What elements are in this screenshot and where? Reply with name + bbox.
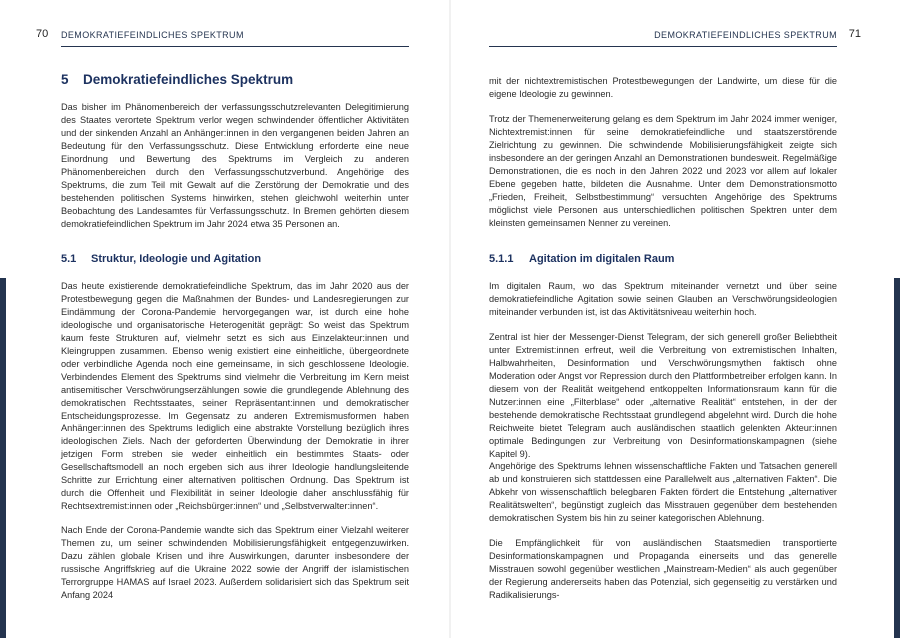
chapter-title-text: Demokratiefeindliches Spektrum	[83, 72, 294, 87]
left-page	[0, 0, 449, 638]
chapter-title	[61, 72, 409, 87]
left-running-title: DEMOKRATIEFEINDLICHES SPEKTRUM	[61, 30, 244, 40]
paragraph: Nach Ende der Corona-Pandemie wandte sich das Spektrum einer Vielzahl weiterer Themen zu, um seiner schwindenden Mobilisierungsfähigkeit entgegenzuwirken. Dazu zählen globale Krisen und ihre Auswirkungen, darunter insbesondere der russische Angriffskrieg auf die Ukraine 2022 sowie der Angriff der islamistischen Terrorgruppe HAMAS auf Israel 2023. Außerdem solidarisiert sich das Spektrum seit Anfang 2024	[61, 525, 409, 600]
chapter-number: 5	[61, 72, 69, 87]
intro-paragraph: Das bisher im Phänomenbereich der verfassungsschutzrelevanten Delegitimierung des Staates verortete Spektrum verlor wegen schwindender öffentlicher Aktivitäten und der sinkenden Anzahl an Anhänger:innen in den vergangenen beiden Jahren an Bedeutung für den Verfassungsschutz. Diese Entwicklung erforderte eine neue Einordnung und Bewertung des Spektrums im Vergleich zu anderen Phänomenbereichen durch den Verfassungsschutzverbund. Angehörige des Spektrums, die zum Teil mit Gewalt auf die Zerstörung der Demokratie und des bestehenden politischen Systems hinwirken, stehen gleichwohl weiterhin unter Beobachtung des Landesamtes für Verfassungsschutz. In Bremen gehörten diesem demokratiefeindlichen Spektrum im Jahr 2024 etwa 35 Personen an.	[61, 102, 409, 229]
section-paragraph-2	[61, 524, 409, 602]
right-page	[451, 0, 900, 638]
right-running-header	[489, 28, 861, 47]
paragraph: Das heute existierende demokratiefeindliche Spektrum, das im Jahr 2020 aus der Protestbewegung gegen die Maßnahmen der Bundes- und Landesregierungen zur Eindämmung der Corona-Pandemie hervorgegangen war, ist durch eine hohe ideologische und organisatorische Heterogenität geprägt: So weist das Spektrum kaum feste Strukturen auf, vielmehr setzt es sich aus Einzelakteur:innen und Kleingruppen zusammen. Ebenso wenig existiert eine einheitliche, übergeordnete oder verbindliche Agenda noch eine gemeinsame, in sich geschlossene Ideologie. Verbindendes Element des Spektrums sind vielmehr die Verbreitung im Kern meist antisemitischer Verschwörungserzählungen sowie die grundlegende Ablehnung des demokratischen Rechtsstaates, seiner Repräsentant:innen und demokratischer Entscheidungsprozesse. Im Gegensatz zu anderen Extremismusformen haben Anhänger:innen des Spektrums lediglich eine abstrakte Vorstellung bezüglich ihres ideologischen Ziels. Nach der geforderten Überwindung der Demokratie in ihrer jetzigen Form streben sie weder einheitlich ein bestimmtes Staats- oder Gesellschaftsmodell an noch ergeben sich aus ihrer Ideologie handlungsleitende Schritte zur Errichtung einer alternativen politischen Ordnung. Das Spektrum ist durch die Offenheit und Flexibilität in seiner Ideologie daher anschlussfähig für Rechtsextremist:innen oder „Reichsbürger:innen“ und „Selbstverwalter:innen“.	[61, 281, 409, 512]
right-running-title: DEMOKRATIEFEINDLICHES SPEKTRUM	[654, 30, 837, 40]
subsection-title-text: Agitation im digitalen Raum	[529, 253, 675, 265]
paragraph: Im digitalen Raum, wo das Spektrum miteinander vernetzt und über seine demokratiefeindliche Agitation sowie seinen Glauben an Verschwörungsideologien miteinander verbunden ist, ist das Aktivitätsniveau weiterhin hoch.	[489, 281, 837, 317]
subsection-title	[489, 253, 837, 265]
paragraph: Die Empfänglichkeit für von ausländischen Staatsmedien transportierte Desinformationskampagnen und Propaganda einerseits und das generelle Misstrauen sowohl gegenüber westlichen „Mainstream-Medien“ als auch gegenüber der Regierung andererseits haben das Potenzial, sich gegenseitig zu verstärken und Radikalisierungs-	[489, 538, 837, 600]
section-number: 5.1	[61, 253, 77, 265]
subsection-heading-block	[489, 253, 837, 265]
section-title-text: Struktur, Ideologie und Agitation	[91, 253, 262, 265]
subsection-paragraph-1	[489, 280, 837, 319]
paragraph: Angehörige des Spektrums lehnen wissenschaftliche Fakten und Tatsachen generell ab und konstruieren sich stattdessen eine Parallelwelt aus „alternativen Fakten“. Die Abkehr von wissenschaftlich belegbaren Fakten fördert die Entstehung „alternativer Realitätswelten“, begünstigt zugleich das Misstrauen gegenüber dem bestehenden demokratischen System bis hin zu seiner kategorischen Ablehnung.	[489, 461, 837, 523]
right-accent-bar	[894, 278, 900, 638]
trotz-paragraph	[489, 113, 837, 230]
paragraph: mit der nichtextremistischen Protestbewegungen der Landwirte, um diese für die eigene Ideologie zu gewinnen.	[489, 76, 837, 99]
continuation-paragraph	[489, 75, 837, 101]
subsection-number: 5.1.1	[489, 253, 514, 265]
left-accent-bar	[0, 278, 6, 638]
section-paragraph-1	[61, 280, 409, 513]
chapter-heading-block	[61, 72, 409, 87]
left-running-header	[36, 28, 409, 47]
right-page-number: 71	[848, 28, 861, 40]
paragraph: Trotz der Themenerweiterung gelang es dem Spektrum im Jahr 2024 immer weniger, Nichtextremist:innen für seine demokratiefeindliche und staatszerstörende Zielrichtung zu gewinnen. Die schwindende Mobilisierungsfähigkeit zeigte sich insbesondere an der geringen Anzahl an Demonstrationen bundesweit. Regelmäßige Demonstrationen, die es noch in den Jahren 2022 und 2023 vor allem auf lokaler Ebene gegeben hatte, bildeten die Ausnahme. Unter dem Demonstrationsmotto „Frieden, Freiheit, Selbstbestimmung“ versuchten Angehörige des Spektrums möglichst viele Personen aus unterschiedlichen politischen Spektren unter dem kleinsten gemeinsamen Nenner zu vereinen.	[489, 114, 837, 228]
paragraph: Zentral ist hier der Messenger-Dienst Telegram, der sich generell großer Beliebtheit unter Extremist:innen erfreut, weil die Verbreitung von extremistischen Inhalten, Halbwahrheiten, Desinformation und Verschwörungsmythen faktisch ohne Moderation oder Angst vor Repression durch den Plattformbetreiber erfolgen kann. In diesem von der Realität weitgehend entkoppelten Informationsraum kann für die Nutzer:innen eine „Filterblase“ oder „alternative Realität“ entstehen, in der der bestehende demokratische Rechtsstaat grundlegend abgelehnt wird. Durch die hohe Reichweite bietet Telegram auch ausländischen staatlich gelenkten Akteur:innen optimale Bedingungen zur Verbreitung von Desinformationskampagnen (siehe Kapitel 9).	[489, 332, 837, 459]
section-title	[61, 253, 409, 265]
section-heading-block	[61, 253, 409, 265]
subsection-paragraph-3	[489, 460, 837, 525]
subsection-paragraph-2	[489, 331, 837, 461]
chapter-intro	[61, 101, 409, 231]
left-page-number: 70	[36, 28, 49, 40]
subsection-paragraph-4	[489, 537, 837, 602]
